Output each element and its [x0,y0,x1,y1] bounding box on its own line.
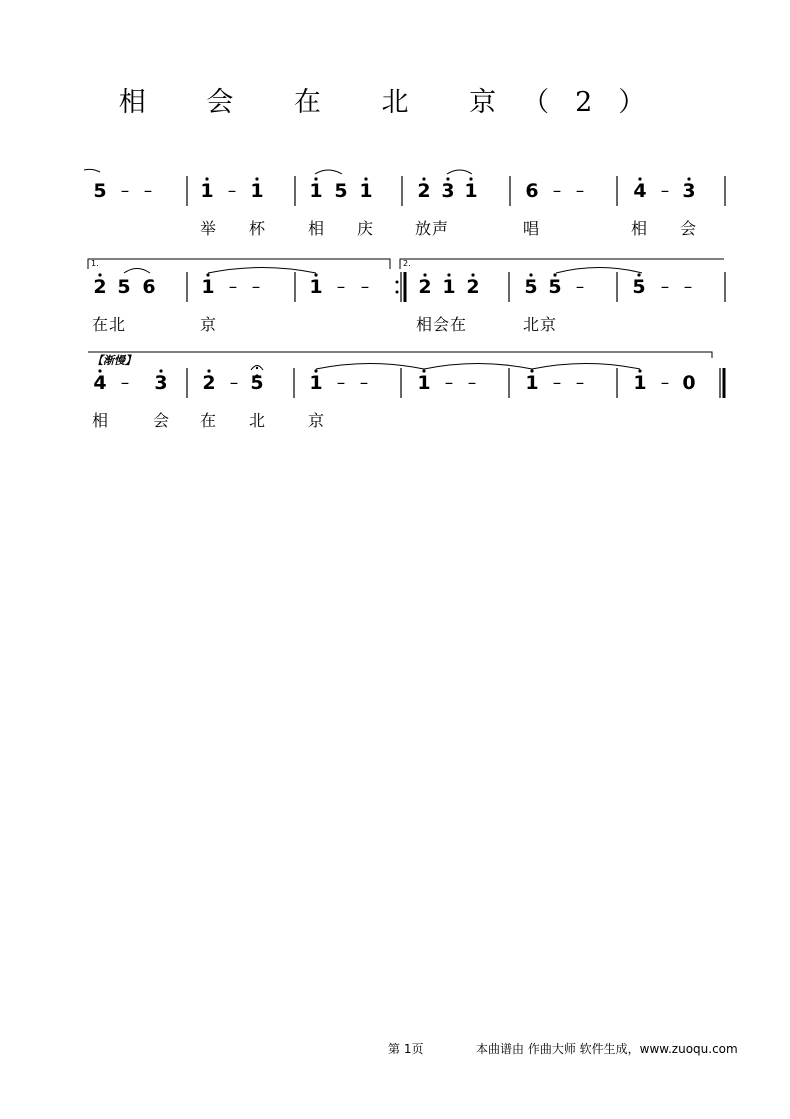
tempo-marking: 【渐慢】 [92,354,136,367]
note: 3 [682,180,696,202]
note: 1 [309,276,323,298]
repeat-end-sign [396,272,406,302]
lyric: 北京 [523,315,558,334]
dash: – [660,373,670,393]
note: 1 [200,180,214,202]
note: 2 [202,372,216,394]
lyric: 在 [200,411,218,430]
note: 1 [464,180,478,202]
lyric: 京 [200,315,218,334]
dash: – [660,277,670,297]
lyric: 相 [631,219,649,238]
note: 2 [466,276,480,298]
dash: – [683,277,693,297]
dash: – [336,277,346,297]
final-barline [720,368,724,398]
lyric: 京 [308,411,326,430]
dash: – [360,277,370,297]
volta-2-label: 2. [403,259,411,268]
volta-1-label: 1. [91,259,99,268]
note: 6 [525,180,539,202]
note: 1 [633,372,647,394]
lyric: 放声 [415,219,450,238]
dash: – [359,373,369,393]
dash: – [120,373,130,393]
note: 1 [201,276,215,298]
dash: – [575,181,585,201]
note: 5 [548,276,562,298]
dash: – [120,181,130,201]
dash: – [467,373,477,393]
note: 5 [117,276,131,298]
dash: – [229,373,239,393]
row2-slurs [124,268,642,274]
lyric: 相 [92,411,110,430]
page-number: 第 1页 [388,1042,424,1056]
dash: – [575,277,585,297]
lyric: 举 [200,219,218,238]
note: 5 [334,180,348,202]
note: 4 [633,180,647,202]
lyric: 唱 [523,219,541,238]
dash: – [660,181,670,201]
note: 1 [250,180,264,202]
lyric: 北 [249,411,267,430]
note: 1 [359,180,373,202]
note: 5 [524,276,538,298]
dash: – [227,181,237,201]
page-title: 相 会 在 北 京（2） [118,87,672,118]
note: 0 [682,372,696,394]
lyric: 庆 [357,219,375,238]
lyric: 会 [680,219,698,238]
dash: – [251,277,261,297]
lyric: 相 [308,219,326,238]
lyric: 在北 [92,315,127,334]
dash: – [336,373,346,393]
row1-slurs [84,169,472,174]
dash: – [552,181,562,201]
note: 5 [93,180,107,202]
note: 2 [417,180,431,202]
fermata-icon [251,366,263,371]
dash: – [228,277,238,297]
note: 1 [309,180,323,202]
dash: – [552,373,562,393]
row3-ties [316,364,640,370]
lyric: 杯 [249,219,267,238]
note: 3 [154,372,168,394]
note: 5 [250,372,264,394]
software-credit: 本曲谱由 作曲大师 软件生成，www.zuoqu.com [476,1042,738,1056]
dash: – [143,181,153,201]
lyric: 相会在 [416,315,468,334]
note: 1 [525,372,539,394]
note: 6 [142,276,156,298]
lyric: 会 [153,411,171,430]
note: 1 [442,276,456,298]
note: 1 [309,372,323,394]
dash: – [575,373,585,393]
note: 2 [93,276,107,298]
row3-tempo-line [88,352,712,358]
note: 3 [441,180,455,202]
note: 4 [93,372,107,394]
dash: – [444,373,454,393]
note: 1 [417,372,431,394]
note: 2 [418,276,432,298]
note: 5 [632,276,646,298]
